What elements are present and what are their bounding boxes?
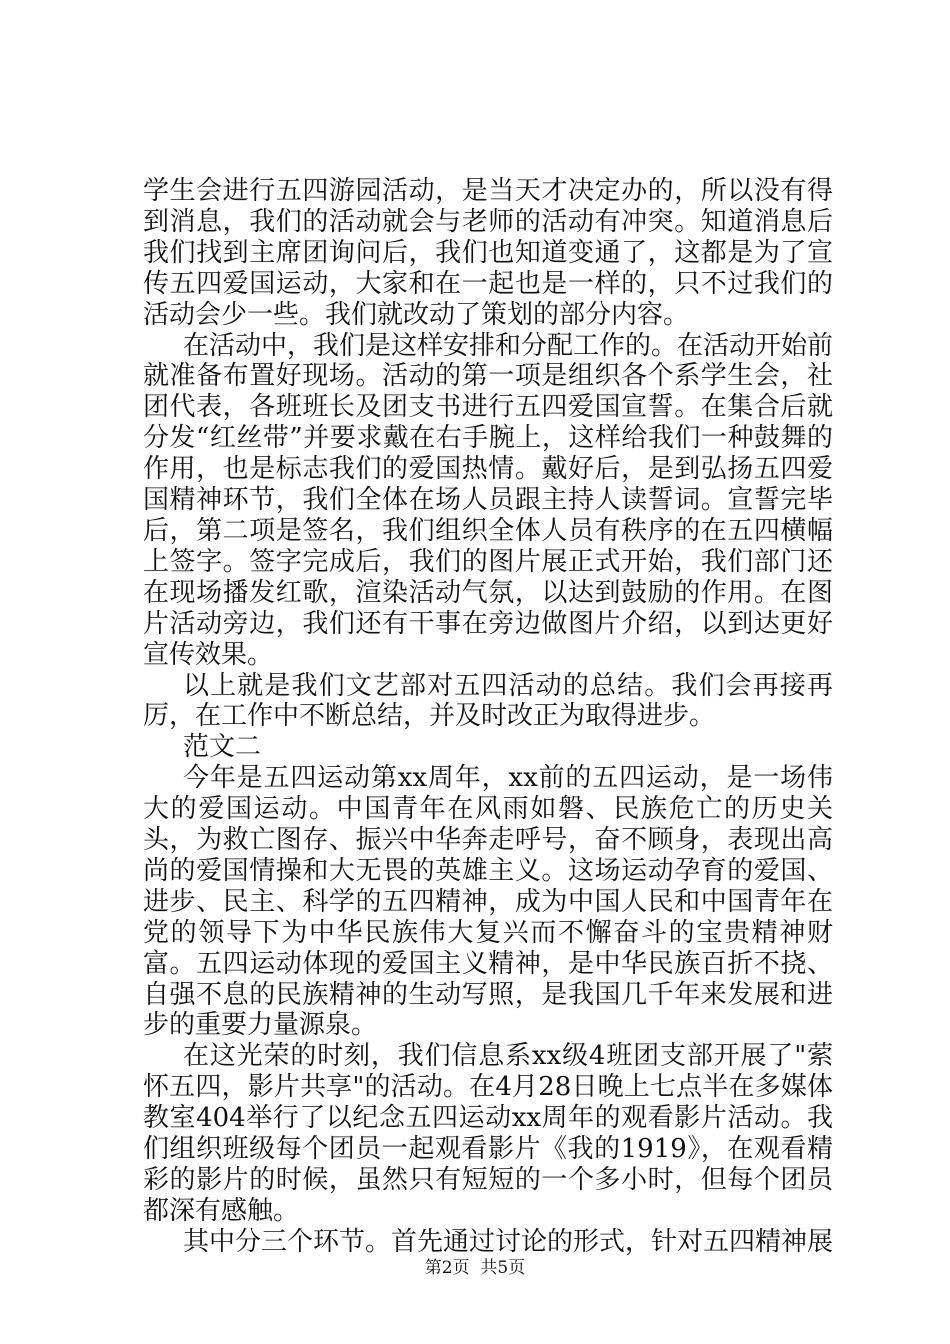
paragraph-6: 在这光荣的时刻，我们信息系xx级4班团支部开展了"萦怀五四，影片共享"的活动。在4月28日晚上七点半在多媒体教室404举行了以纪念五四运动xx周年的观看影片活动。我们组织班级每个团员一起观看影片《我的1919》，在观看精彩的影片的时候，虽然只有短短的一个多小时，但每个团员都深有感触。: [143, 1041, 833, 1226]
paragraph-3: 以上就是我们文艺部对五四活动的总结。我们会再接再厉，在工作中不断总结，并及时改正为取得进步。: [143, 670, 833, 732]
section-heading-fanwen-er: 范文二: [183, 732, 262, 763]
paragraph-2: 在活动中，我们是这样安排和分配工作的。在活动开始前就准备布置好现场。活动的第一项是组织各个系学生会，社团代表，各班班长及团支书进行五四爱国宣誓。在集合后就分发“红丝带”并要求戴在右手腕上，这样给我们一种鼓舞的作用，也是标志我们的爱国热情。戴好后，是到弘扬五四爱国精神环节，我们全体在场人员跟主持人读誓词。宣誓完毕后，第二项是签名，我们组织全体人员有秩序的在五四横幅上签字。签字完成后，我们的图片展正式开始，我们部门还在现场播发红歌，渲染活动气氛，以达到鼓励的作用。在图片活动旁边，我们还有干事在旁边做图片介绍，以到达更好宣传效果。: [143, 330, 834, 670]
page-footer: 第2页 共5页: [424, 1258, 526, 1278]
paragraph-7: 其中分三个环节。首先通过讨论的形式，针对五四精神展: [183, 1226, 834, 1257]
document-body: [143, 176, 833, 1258]
paragraph-1: 学生会进行五四游园活动，是当天才决定办的，所以没有得到消息，我们的活动就会与老师的活动有冲突。知道消息后我们找到主席团询问后，我们也知道变通了，这都是为了宣传五四爱国运动，大家和在一起也是一样的，只不过我们的活动会少一些。我们就改动了策划的部分内容。: [143, 176, 833, 330]
paragraph-5: 今年是五四运动第xx周年，xx前的五四运动，是一场伟大的爱国运动。中国青年在风雨如磐、民族危亡的历史关头，为救亡图存、振兴中华奔走呼号，奋不顾身，表现出高尚的爱国情操和大无畏的英雄主义。这场运动孕育的爱国、进步、民主、科学的五四精神，成为中国人民和中国青年在党的领导下为中华民族伟大复兴而不懈奋斗的宝贵精神财富。五四运动体现的爱国主义精神，是中华民族百折不挠、自强不息的民族精神的生动写照，是我国几千年来发展和进步的重要力量源泉。: [143, 763, 833, 1041]
